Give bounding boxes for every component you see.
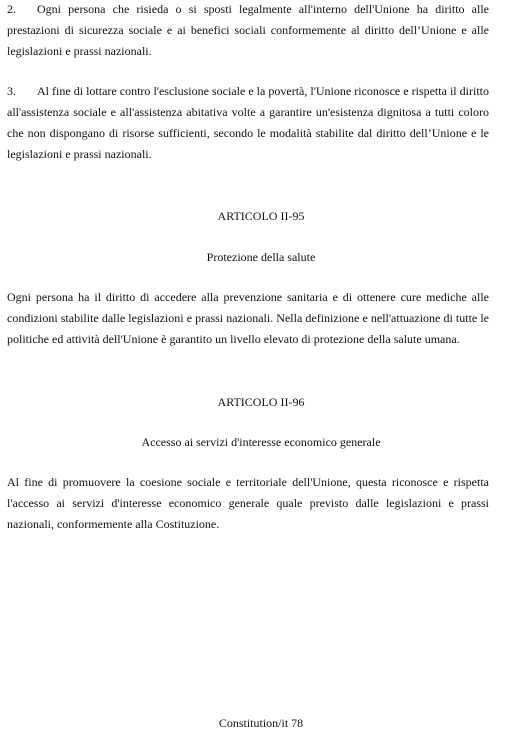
paragraph-2 bbox=[7, 0, 489, 62]
page-footer: Constitution/it 78 bbox=[218, 716, 304, 730]
paragraph-3 bbox=[7, 81, 489, 165]
article-96-title: Accesso ai servizi d'interesse economico generale bbox=[141, 435, 381, 449]
article-95-title: Protezione della salute bbox=[206, 250, 316, 264]
paragraph-2-number: 2. bbox=[7, 2, 16, 16]
paragraph-3-text: Al fine di lottare contro l'esclusione sociale e la povertà, l'Unione riconosce e rispetta il diritto all'assistenza sociale e all'assistenza abitativa volte a garantire un'esistenza dignitosa a tutti coloro che non dispongano di risorse sufficienti, secondo le modalità stabilite dal diritto dell’Unione e le legislazioni e prassi nazionali. bbox=[7, 84, 489, 161]
paragraph-2-text: Ogni persona che risieda o si sposti legalmente all'interno dell'Unione ha diritto alle prestazioni di sicurezza sociale e ai benefici sociali conformemente al diritto dell’Unione e alle legislazioni e prassi nazionali. bbox=[7, 2, 489, 58]
article-96-text: Al fine di promuovere la coesione sociale e territoriale dell'Unione, questa riconosce e rispetta l'accesso ai servizi d'interesse economico generale quale previsto dalle legislazioni e prassi nazionali, conformemente alla Costituzione. bbox=[7, 475, 489, 531]
article-95-text: Ogni persona ha il diritto di accedere alla prevenzione sanitaria e di ottenere cure mediche alle condizioni stabilite dalle legislazioni e prassi nazionali. Nella definizione e nell'attuazione di tutte le politiche ed attività dell'Unione è garantito un livello elevato di protezione della salute umana. bbox=[7, 290, 489, 346]
paragraph-3-number: 3. bbox=[7, 84, 16, 98]
article-95-heading: ARTICOLO II-95 bbox=[217, 209, 305, 223]
article-96-heading: ARTICOLO II-96 bbox=[217, 395, 305, 409]
